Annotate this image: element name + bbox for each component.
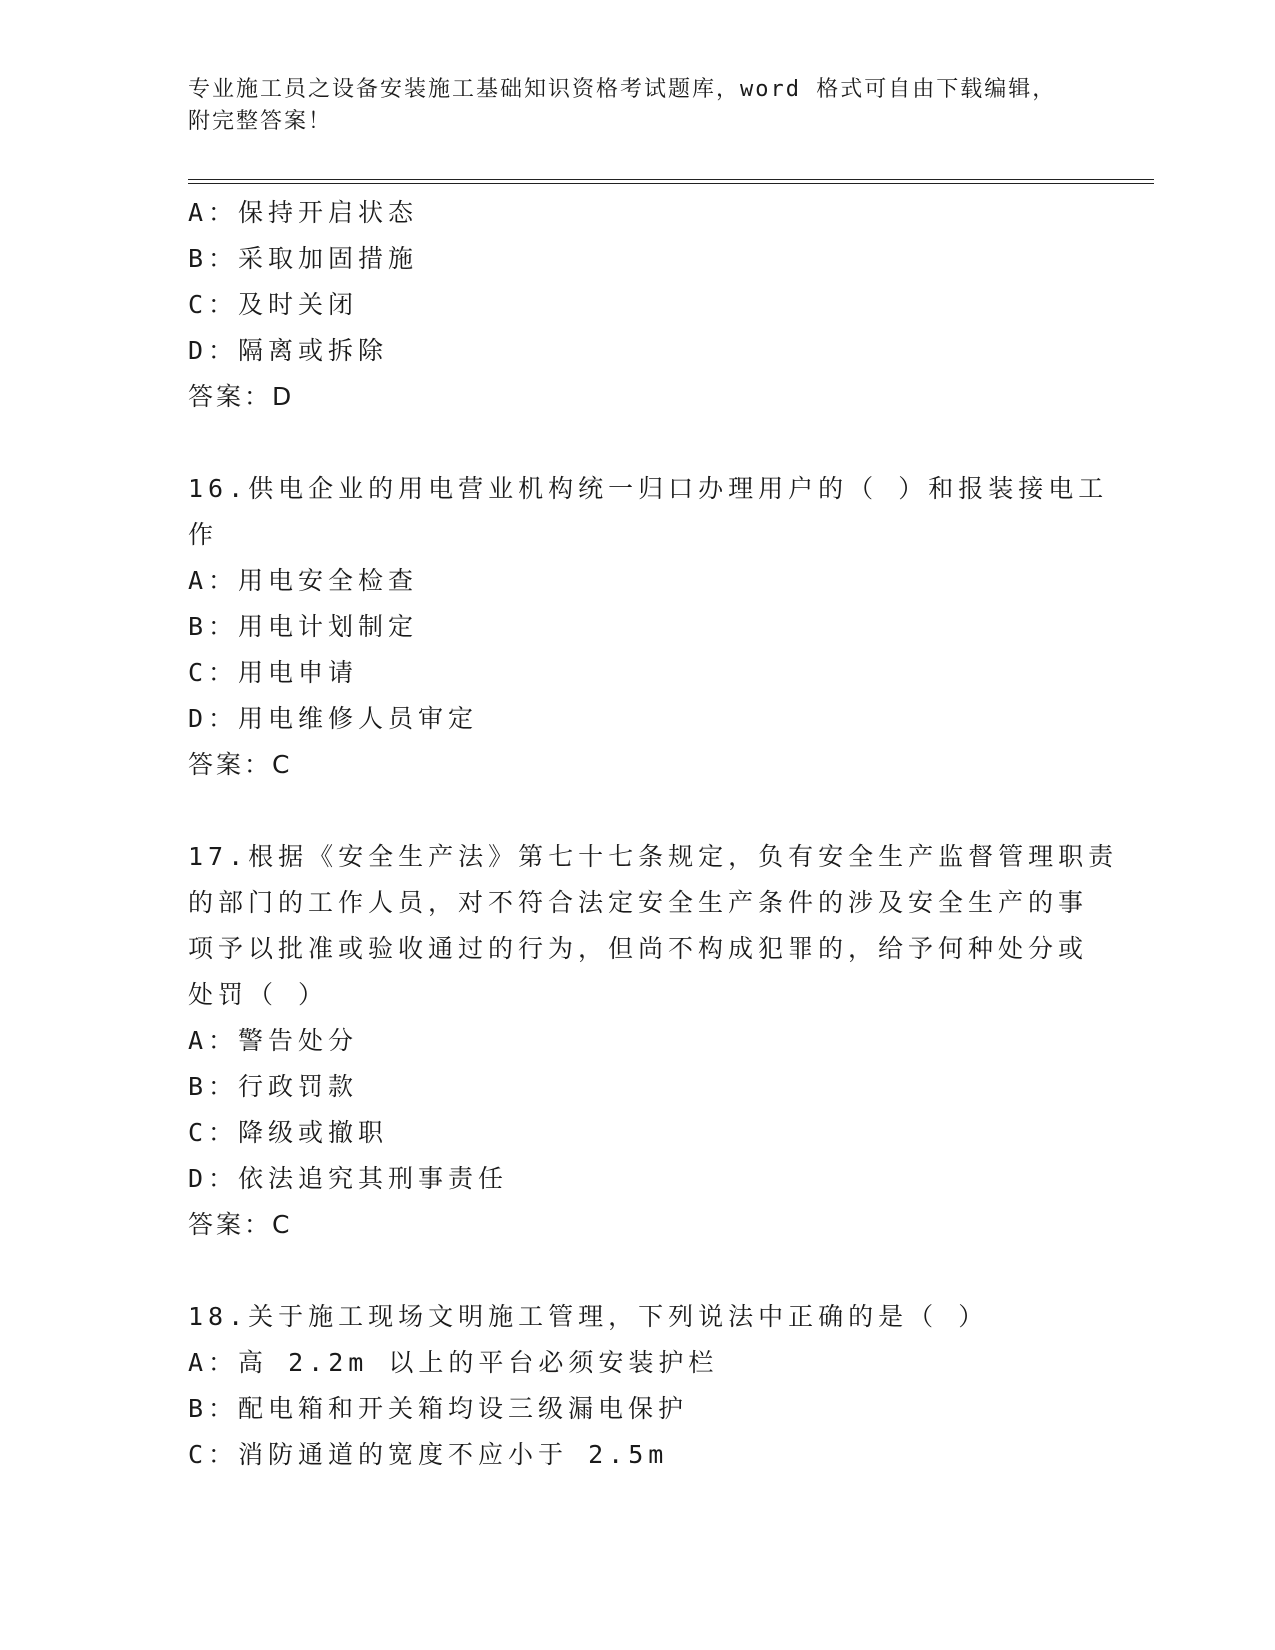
option-b: B：行政罚款 [188,1072,359,1101]
question-stem-continued: 的部门的工作人员，对不符合法定安全生产条件的涉及安全生产的事 [188,888,1089,917]
option-c: C：及时关闭 [188,290,359,319]
header-divider-top [188,179,1154,180]
question-stem-continued: 作 [188,520,219,549]
header-divider-bottom [188,183,1154,184]
question-16 [188,466,1109,788]
spacer [188,420,1088,466]
option-d: D：用电维修人员审定 [188,704,479,733]
question-stem: 16.供电企业的用电营业机构统一归口办理用户的（ ）和报装接电工 [188,474,1109,503]
option-b: B：采取加固措施 [188,244,419,273]
question-15 [188,190,1088,420]
option-c: C：用电申请 [188,658,359,687]
answer: 答案：C [188,750,293,779]
header-line-2: 附完整答案！ [188,109,333,134]
answer: 答案：D [188,382,295,411]
option-a: A：用电安全检查 [188,566,419,595]
option-b: B：用电计划制定 [188,612,419,641]
spacer [188,1248,1088,1294]
answer: 答案：C [188,1210,293,1239]
document-header [188,74,1088,138]
question-stem-continued: 处罚（ ） [188,980,329,1009]
question-stem-continued: 项予以批准或验收通过的行为，但尚不构成犯罪的，给予何种处分或 [188,934,1089,963]
spacer [188,788,1088,834]
option-c: C：消防通道的宽度不应小于 2.5m [188,1440,669,1469]
question-stem: 18.关于施工现场文明施工管理，下列说法中正确的是（ ） [188,1302,989,1331]
question-17 [188,834,1119,1248]
option-a: A：保持开启状态 [188,198,419,227]
header-line-1: 专业施工员之设备安装施工基础知识资格考试题库，word 格式可自由下载编辑， [188,77,1057,102]
option-d: D：隔离或拆除 [188,336,389,365]
option-a: A：高 2.2m 以上的平台必须安装护栏 [188,1348,719,1377]
option-b: B：配电箱和开关箱均设三级漏电保护 [188,1394,689,1423]
question-stem: 17.根据《安全生产法》第七十七条规定，负有安全生产监督管理职责 [188,842,1119,871]
option-a: A：警告处分 [188,1026,359,1055]
option-d: D：依法追究其刑事责任 [188,1164,509,1193]
option-c: C：降级或撤职 [188,1118,389,1147]
question-list [188,190,1119,1478]
question-18 [188,1294,1088,1478]
